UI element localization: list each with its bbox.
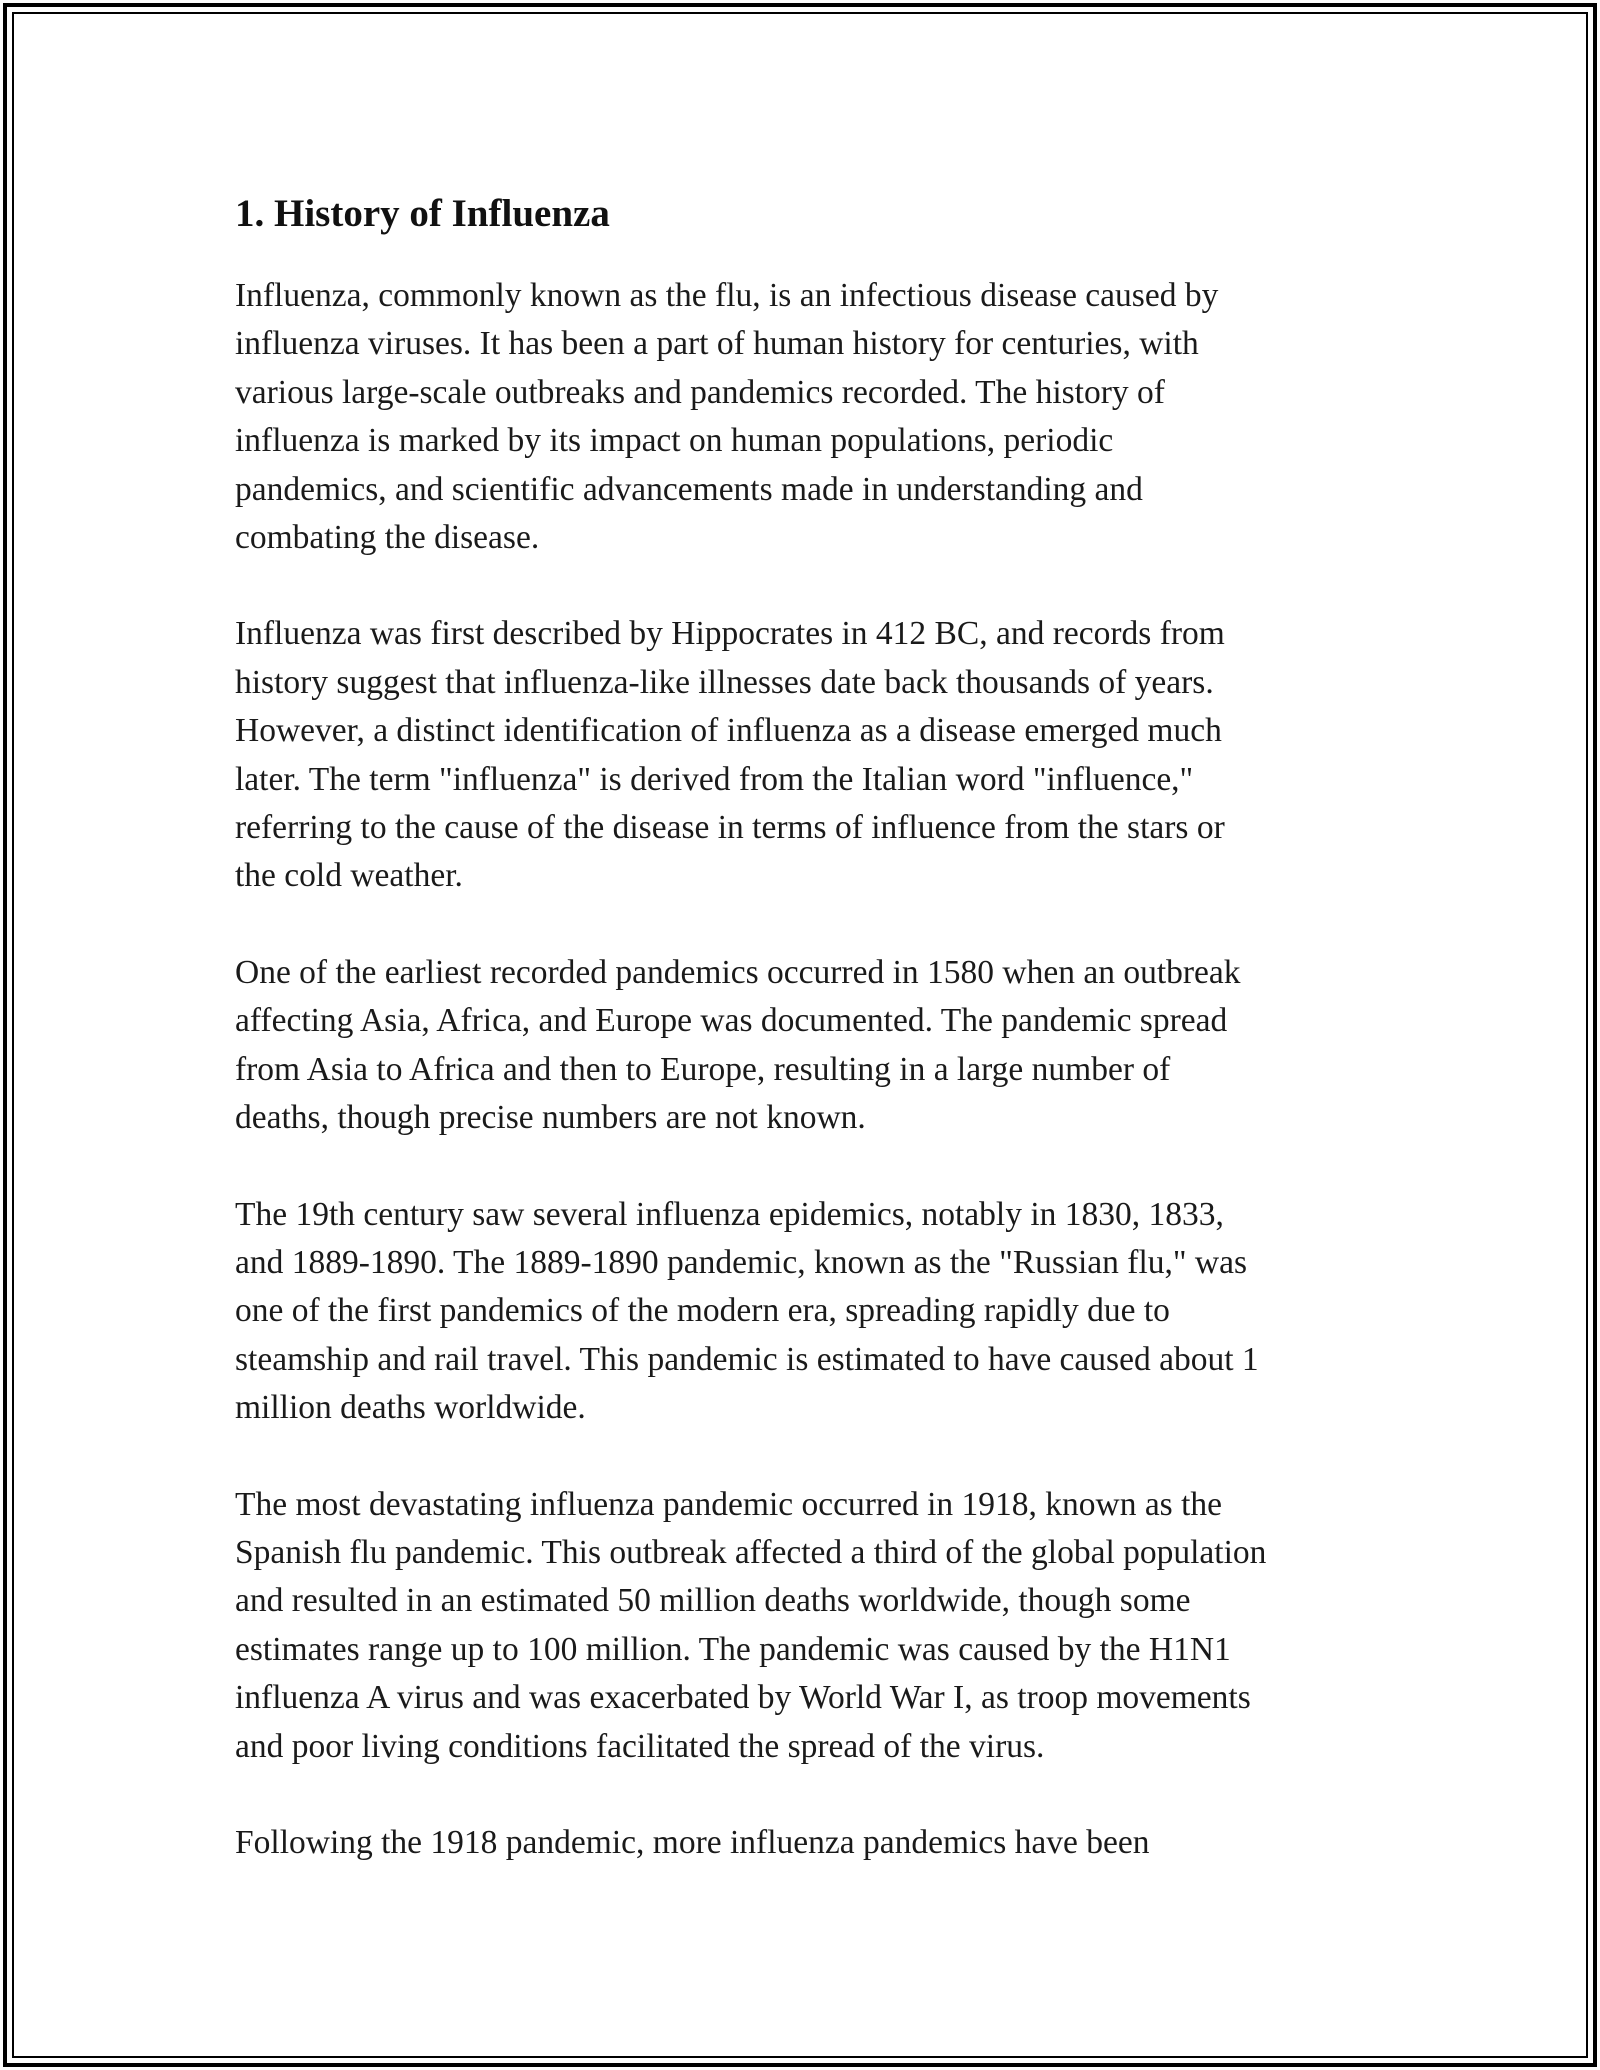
text-line: influenza is marked by its impact on human populations, periodic [235,422,1114,460]
text-line: later. The term "influenza" is derived from the Italian word "influence," [235,760,1194,798]
text-line: combating the disease. [235,519,540,557]
section-heading: 1. History of Influenza [235,192,610,235]
text-line: one of the first pandemics of the modern era, spreading rapidly due to [235,1292,1170,1330]
text-line: The 19th century saw several influenza epidemics, notably in 1830, 1833, [235,1195,1224,1233]
text-line: referring to the cause of the disease in terms of influence from the stars or [235,809,1225,847]
text-line: Influenza was first described by Hippocrates in 412 BC, and records from [235,615,1225,653]
text-line: steamship and rail travel. This pandemic is estimated to have caused about 1 [235,1340,1259,1378]
text-line: estimates range up to 100 million. The pandemic was caused by the H1N1 [235,1630,1231,1668]
text-line: One of the earliest recorded pandemics occurred in 1580 when an outbreak [235,953,1241,991]
text-line: Influenza, commonly known as the flu, is an infectious disease caused by [235,277,1219,314]
paragraph [235,1819,1385,1867]
paragraph [235,1481,1385,1771]
text-line: the cold weather. [235,857,463,895]
text-line: various large-scale outbreaks and pandemics recorded. The history of [235,373,1165,411]
paragraph-list [235,272,1385,1867]
paragraph [235,272,1385,562]
paragraph [235,949,1385,1143]
text-line: and poor living conditions facilitated the spread of the virus. [235,1727,1045,1765]
text-line: deaths, though precise numbers are not known. [235,1099,866,1137]
document-body [235,188,1385,1915]
text-line: pandemics, and scientific advancements made in understanding and [235,470,1143,508]
text-line: from Asia to Africa and then to Europe, resulting in a large number of [235,1050,1171,1088]
text-line: influenza A virus and was exacerbated by World War I, as troop movements [235,1679,1251,1717]
text-line: and 1889-1890. The 1889-1890 pandemic, known as the "Russian flu," was [235,1243,1248,1281]
text-line: history suggest that influenza-like illnesses date back thousands of years. [235,663,1214,701]
text-line: Following the 1918 pandemic, more influenza pandemics have been [235,1823,1150,1861]
text-line: influenza viruses. It has been a part of human history for centuries, with [235,325,1199,363]
paragraph [235,610,1385,900]
text-line: million deaths worldwide. [235,1389,586,1427]
text-line: affecting Asia, Africa, and Europe was documented. The pandemic spread [235,1002,1228,1040]
text-line: and resulted in an estimated 50 million deaths worldwide, though some [235,1582,1191,1620]
text-line: Spanish flu pandemic. This outbreak affected a third of the global population [235,1533,1267,1571]
text-line: However, a distinct identification of influenza as a disease emerged much [235,712,1222,750]
text-line: The most devastating influenza pandemic occurred in 1918, known as the [235,1485,1223,1523]
paragraph [235,1191,1385,1433]
